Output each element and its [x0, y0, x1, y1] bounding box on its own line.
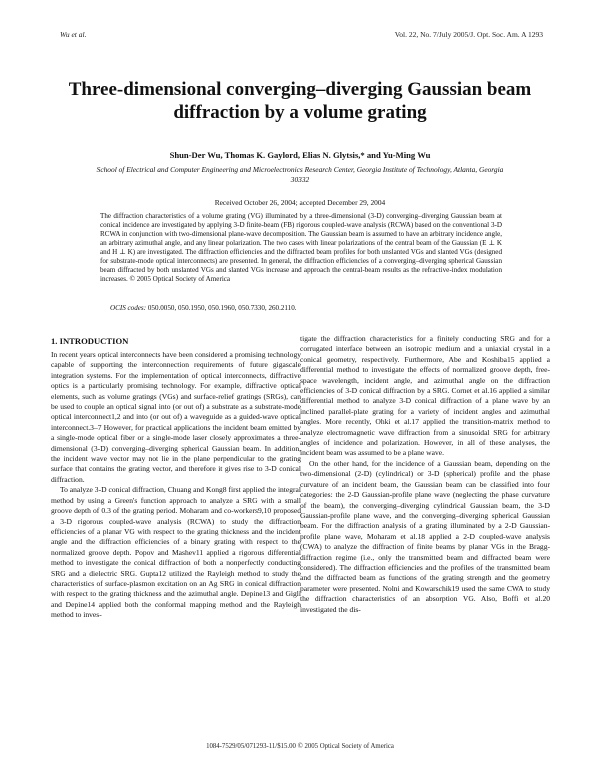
- ocis-label: OCIS codes:: [110, 304, 147, 312]
- ocis-codes: [110, 304, 500, 312]
- paper-title: Three-dimensional converging–diverging Gaussian beam diffraction by a volume grating: [68, 79, 532, 123]
- section-heading: 1. INTRODUCTION: [51, 336, 129, 346]
- running-head-left: Wu et al.: [60, 30, 87, 39]
- ocis-code-list: 050.0050, 050.1950, 050.1960, 050.7330, 260.2110.: [147, 304, 297, 312]
- author-affiliation: School of Electrical and Computer Engineering and Microelectronics Research Center, Georgia Institute of Technology, Atlanta, Georgia 30332: [96, 165, 504, 185]
- abstract: The diffraction characteristics of a volume grating (VG) illuminated by a three-dimensional (3-D) converging–diverging Gaussian beam at conical incidence are investigated by applying 3-D finite-beam (FB) rigorous coupled-wave analysis (RCWA) based on the conventional 3-D RCWA in conjunction with two-dimensional plane-wave decomposition. The Gaussian beam is assumed to have an arbitrary incidence angle, an arbitrary azimuthal angle, and any linear polarization. The two cases with linear polarizations of the central beam of the Gaussian (E ⊥ K and H ⊥ K) are investigated. The diffraction efficiencies and the diffracted beam profiles for both unslanted VGs and slanted VGs (designed for substrate-mode optical interconnects) are presented. In general, the diffraction efficiencies of a converging–diverging spherical Gaussian beam diffracted by both unslanted VGs and slanted VGs increase and approach the central-beam results as the refractive-index modulation increases. © 2005 Optical Society of America: [100, 212, 502, 284]
- body-paragraph: tigate the diffraction characteristics for a finitely conducting SRG and for a corrugated interface between an isotropic medium and a uniaxial crystal in a conical geometry, respectively. Furthermore, Abe and Koshiba15 applied a differential method to investigate the effects of normalized groove depth, free-space wavelength, incident angle, and azimuthal angle on the diffraction efficiencies of 3-D conical diffraction by a SRG. Cornet et al.16 applied a similar differential method to analyze 3-D conical diffraction of a plane wave by an inclined parallel-plate grating for a variety of incident angles and azimuthal angles. More recently, Ohki et al.17 applied the transition-matrix method to analyze electromagnetic wave diffraction from a sinusoidal SRG for arbitrary angles of incidence and polarization. However, in all of these analyses, the incident beam was assumed to be a plane wave.: [300, 334, 550, 458]
- left-column: [51, 336, 301, 621]
- body-paragraph: In recent years optical interconnects have been considered a promising technology capable of supporting the interconnection requirements of future gigascale integration systems. For the implementation of optical interconnects, diffractive optics is a particularly promising technology. For example, diffractive optical elements, such as volume gratings (VGs) and surface-relief gratings (SRGs), can be used to couple an optical signal into (or out of) a substrate as a substrate-mode optical interconnect1,2 and into (or out of) a waveguide as a guided-wave optical interconnect.3–7 However, for practical applications the incident beam emitted by a single-mode optical fiber or a single-mode laser closely approximates a three-dimensional (3-D) converging–diverging spherical Gaussian beam. In addition, the incident wave vector may not lie in the plane perpendicular to the grating surface that contains the grating vector, and therefore it gives rise to 3-D conical diffraction.: [51, 350, 301, 484]
- right-column: [300, 334, 550, 615]
- body-paragraph: To analyze 3-D conical diffraction, Chuang and Kong8 first applied the integral method by using a Green's function approach to analyze a SRG with a small groove depth of 0.3 of the grating period. Moharam and co-workers9,10 proposed a 3-D rigorous coupled-wave analysis (RCWA) to study the diffraction efficiencies of a planar VG with respect to the grating thickness and the incident angle and the diffraction efficiencies of a binary grating with respect to the normalized groove depth. Popov and Mashev11 applied a rigorous differential method to investigate the conical diffraction of both a nonperfectly conducting SRG and a dielectric SRG. Gupta12 utilized the Rayleigh method to study the characteristics of surface-plasmon excitation on an Ag SRG in conical diffraction with respect to the grating thickness and the azimuthal angle. Depine13 and Gigli and Depine14 applied both the conformal mapping method and the Rayleigh method to inves-: [51, 485, 301, 620]
- body-paragraph: On the other hand, for the incidence of a Gaussian beam, depending on the two-dimensional (2-D) (cylindrical) or 3-D (spherical) profile and the phase curvature of an incident beam, the Gaussian beam can be classified into four categories: the 2-D Gaussian-profile plane wave (neglecting the phase curvature of the beam), the converging–diverging cylindrical Gaussian beam, the 3-D Gaussian-profile plane wave, and the converging–diverging spherical Gaussian beam. For the diffraction analysis of a grating illuminated by a 2-D Gaussian-profile plane wave, Moharam et al.18 applied a 2-D coupled-wave analysis (CWA) to analyze the diffraction of finite beams by planar VGs in the Bragg-diffraction regime (i.e., only the transmitted beam and diffracted beam were considered). The diffraction efficiencies and the profiles of the transmitted beam and the diffracted beam as functions of the grating strength and the geometry parameter were presented. Nolni and Kowarschik19 used the same CWA to study the diffraction characteristics of an absorption VG. Also, Boffi et al.20 investigated the dis-: [300, 458, 550, 614]
- author-list: Shun-Der Wu, Thomas K. Gaylord, Elias N. Glytsis,* and Yu-Ming Wu: [169, 150, 431, 160]
- received-dates: Received October 26, 2004; accepted December 29, 2004: [214, 198, 386, 207]
- page-footer: 1084-7529/05/071293-11/$15.00 © 2005 Optical Society of America: [206, 743, 394, 750]
- running-head-right: Vol. 22, No. 7/July 2005/J. Opt. Soc. Am. A 1293: [394, 30, 543, 39]
